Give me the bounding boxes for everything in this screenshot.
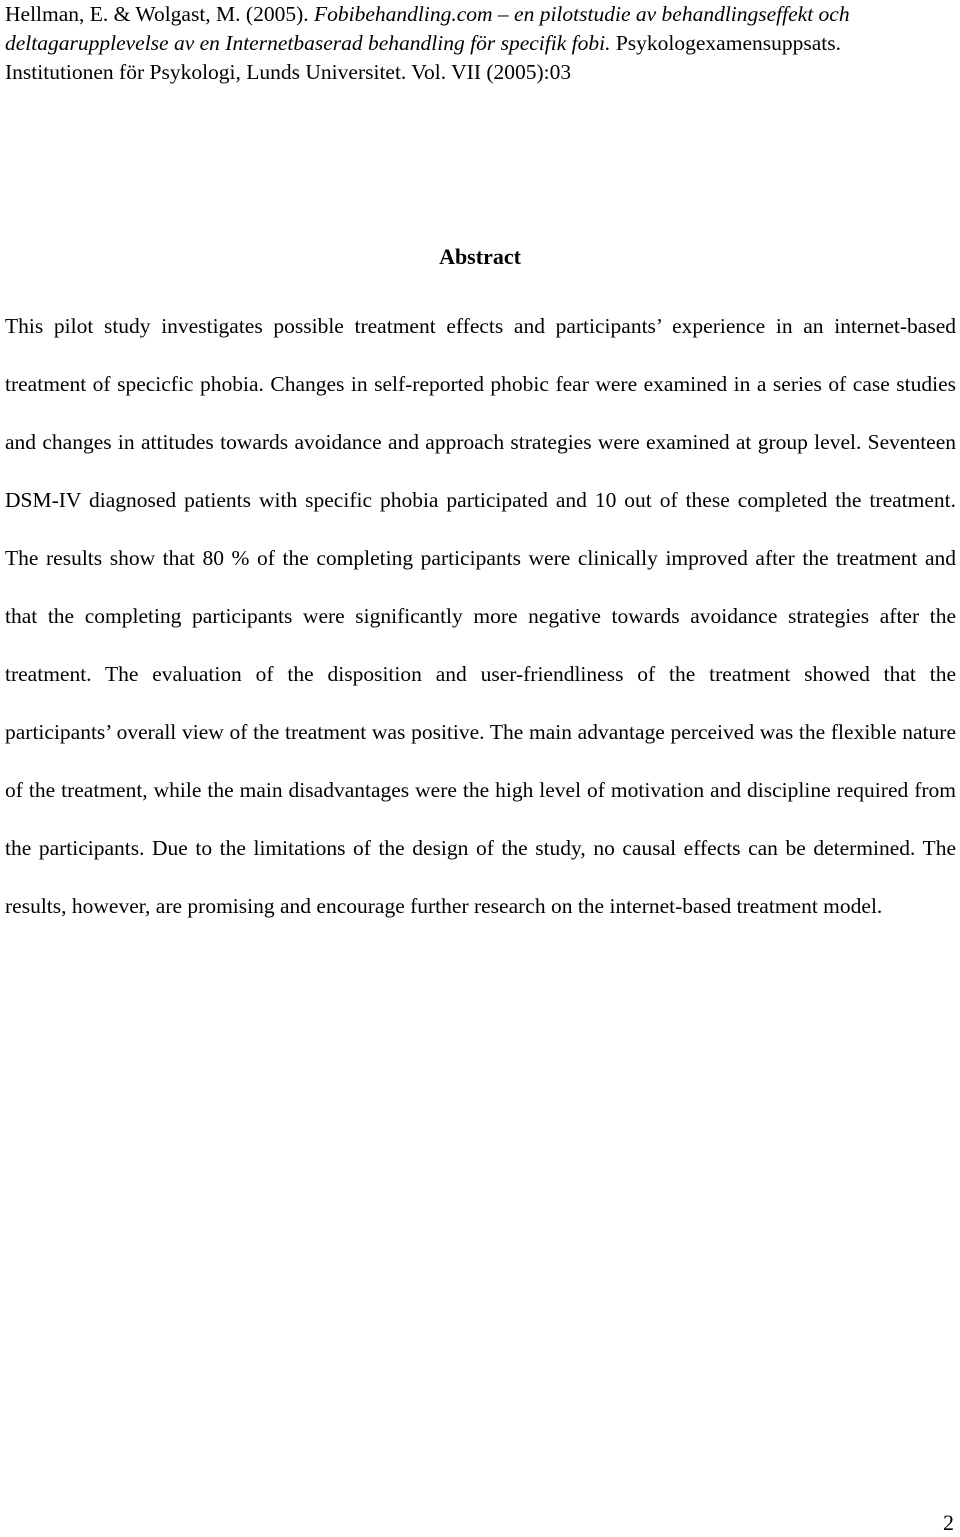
citation-title: Fobibehandling.com – en pilotstudie av behandlingseffekt och deltagarupplevelse av en Internetbaserad behandling för specifik fobi. xyxy=(5,2,850,55)
citation-source: Psykologexamensuppsats. Institutionen för Psykologi, Lunds Universitet. Vol. VII (2005):03 xyxy=(5,31,841,84)
abstract-heading: Abstract xyxy=(439,244,521,269)
citation xyxy=(5,0,955,87)
page-number: 2 xyxy=(943,1510,954,1535)
abstract-body: This pilot study investigates possible treatment effects and participants’ experience in an internet-based treatment of specicfic phobia. Changes in self-reported phobic fear were examined in a series of case studies and changes in attitudes towards avoidance and approach strategies were examined at group level. Seventeen DSM-IV diagnosed patients with specific phobia participated and 10 out of these completed the treatment. The results show that 80 % of the completing participants were clinically improved after the treatment and that the completing participants were significantly more negative towards avoidance strategies after the treatment. The evaluation of the disposition and user-friendliness of the treatment showed that the participants’ overall view of the treatment was positive. The main advantage perceived was the flexible nature of the treatment, while the main disadvantages were the high level of motivation and discipline required from the participants. Due to the limitations of the design of the study, no causal effects can be determined. The results, however, are promising and encourage further research on the internet-based treatment model. xyxy=(5,314,956,918)
citation-authors: Hellman, E. & Wolgast, M. (2005). xyxy=(5,2,309,26)
